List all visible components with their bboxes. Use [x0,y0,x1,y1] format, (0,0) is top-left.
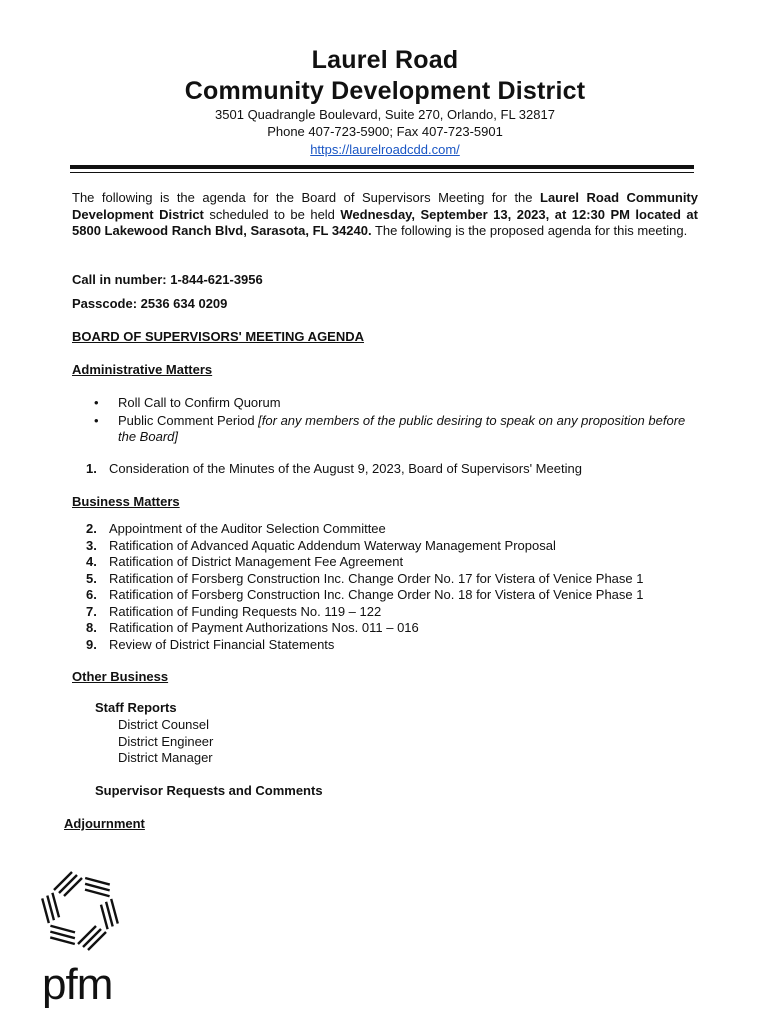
list-item: District Counsel [118,717,210,732]
agenda-item-text: Ratification of Forsberg Construction Inc. Change Order No. 18 for Vistera of Venice Phase 1 [109,587,644,602]
business-matters-heading: Business Matters [72,494,180,509]
pfm-logo-text: pfm [42,960,113,1009]
agenda-item [78,554,644,571]
agenda-item-text: Appointment of the Auditor Selection Committee [109,521,386,536]
agenda-item-text: Ratification of Forsberg Construction Inc. Change Order No. 17 for Vistera of Venice Phase 1 [109,570,644,586]
agenda-item-number: 7. [86,603,97,619]
district-title-line1: Laurel Road [311,46,459,74]
district-title-line2: Community Development District [184,77,586,105]
agenda-item-number: 6. [86,587,97,602]
agenda-item-number: 1. [86,461,97,476]
bullet-text: Roll Call to Confirm Quorum [118,395,281,410]
adjournment-heading: Adjournment [64,816,145,831]
intro-text-2: scheduled to be held [203,206,341,222]
agenda-item-number: 9. [86,636,97,652]
bullet-icon: • [94,412,99,428]
bullet-text: Public Comment Period [118,412,259,428]
staff-reports-heading: Staff Reports [95,700,177,715]
administrative-matters-heading: Administrative Matters [72,362,213,377]
agenda-item-text: Consideration of the Minutes of the August 9, 2023, Board of Supervisors' Meeting [109,461,582,476]
agenda-item [78,461,582,478]
agenda-item-number: 4. [86,554,97,569]
intro-text-1: The following is the agenda for the Board of Supervisors Meeting for the [72,190,541,205]
agenda-item-text: Ratification of Advanced Aquatic Addendum Waterway Management Proposal [109,537,556,553]
staff-reports-list [118,717,213,767]
agenda-item [78,571,644,588]
agenda-item [78,637,644,654]
administrative-bullet-list [94,395,694,447]
agenda-item [78,538,644,555]
intro-meeting-datetime-location: Wednesday, September 13, 2023, at 12:30 PM located at 5800 Lakewood Ranch Blvd, Sarasota, FL 34240. [72,206,698,238]
list-item: District Manager [118,750,213,765]
intro-district-name: Laurel Road Community Development District [72,190,698,222]
list-item [94,413,694,446]
business-numbered-list [78,521,644,653]
district-address: 3501 Quadrangle Boulevard, Suite 270, Orlando, FL 32817 [215,107,555,122]
website-link[interactable]: https://laurelroadcdd.com/ [310,142,460,157]
bullet-icon: • [94,395,99,410]
agenda-title: BOARD OF SUPERVISORS' MEETING AGENDA [72,329,365,344]
agenda-item [78,604,644,621]
agenda-item-text: Ratification of Payment Authorizations Nos. 011 – 016 [109,620,419,635]
list-item [94,395,694,412]
call-in-number: Call in number: 1-844-621-3956 [72,272,263,287]
header-divider-thin [70,172,694,173]
agenda-item [78,620,644,637]
header-divider-thick [70,165,694,169]
pfm-logo-icon [38,868,122,954]
agenda-item-text: Ratification of Funding Requests No. 119 – 122 [109,603,382,619]
bullet-italic-note: [for any members of the public desiring to speak on any proposition before the Board] [118,412,686,444]
supervisor-requests-heading: Supervisor Requests and Comments [95,783,323,798]
website-link-row [0,141,770,159]
agenda-item [78,521,644,538]
agenda-item [78,587,644,604]
passcode: Passcode: 2536 634 0209 [72,296,228,311]
agenda-item-number: 3. [86,537,97,553]
agenda-item-number: 5. [86,570,97,586]
district-phone-fax: Phone 407-723-5900; Fax 407-723-5901 [267,124,503,139]
intro-paragraph [72,190,698,240]
agenda-item-text: Ratification of District Management Fee Agreement [109,554,404,569]
agenda-item-number: 2. [86,521,97,536]
agenda-item-number: 8. [86,620,97,635]
agenda-item-text: Review of District Financial Statements [109,636,335,652]
other-business-heading: Other Business [72,669,169,684]
administrative-numbered-list [78,461,582,478]
list-item: District Engineer [118,733,214,749]
intro-text-3: The following is the proposed agenda for this meeting. [371,223,688,238]
